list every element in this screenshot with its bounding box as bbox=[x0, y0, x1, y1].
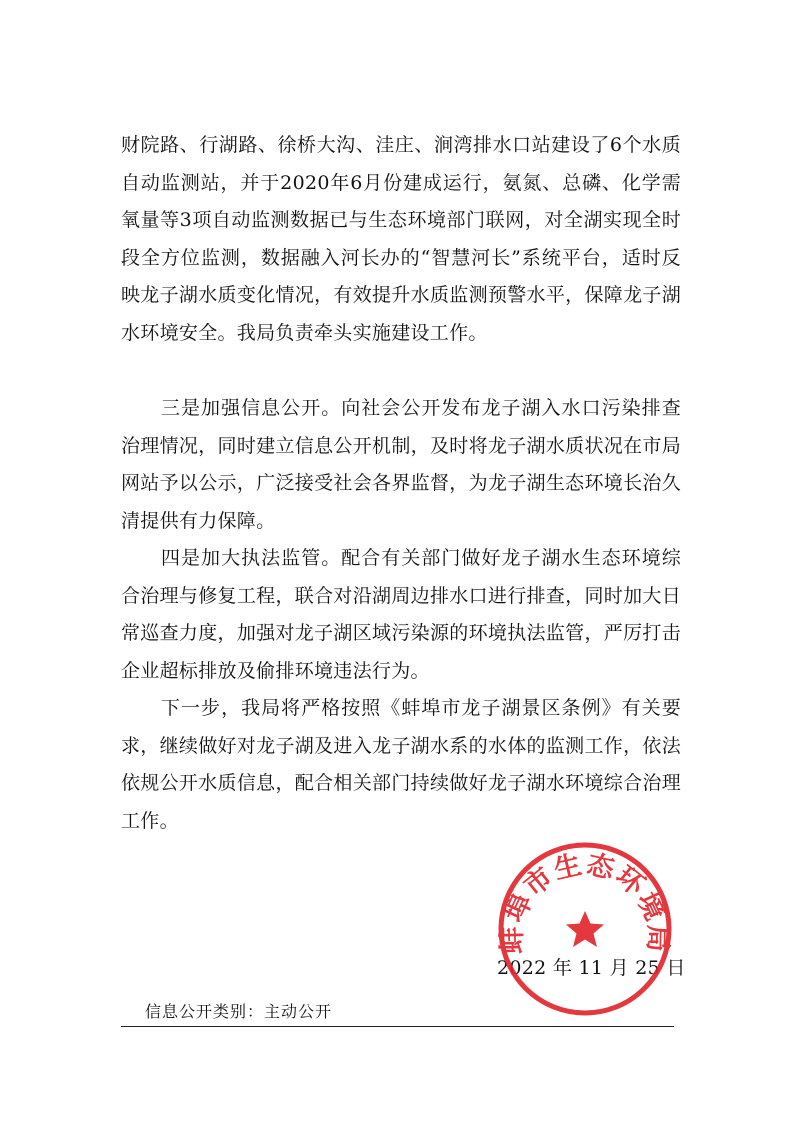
body-paragraph-1: 财院路、行湖路、徐桥大沟、洼庄、涧湾排水口站建设了6个水质自动监测站，并于2020年6月份建成运行，氨氮、总磷、化学需氧量等3项自动监测数据已与生态环境部门联网，对全湖实现全时段全方位监测，数据融入河长办的“智慧河长”系统平台，适时反映龙子湖水质变化情况，有效提升水质监测预警水平，保障龙子湖水环境安全。我局负责牵头实施建设工作。 bbox=[121, 134, 681, 344]
info-category-label: 信息公开类别：主动公开 bbox=[145, 1002, 333, 1021]
svg-text:蚌埠市生态环境局: 蚌埠市生态环境局 bbox=[497, 849, 673, 955]
footer-divider bbox=[121, 1026, 674, 1027]
body-paragraph-3: 四是加大执法监管。配合有关部门做好龙子湖水生态环境综合治理与修复工程，联合对沿湖周边排水口进行排查，同时加大日常巡查力度，加强对龙子湖区域污染源的环境执法监管，严厉打击企业超标排放及偷排环境违法行为。 bbox=[121, 547, 681, 682]
body-paragraph-2: 三是加强信息公开。向社会公开发布龙子湖入水口污染排查治理情况，同时建立信息公开机制，及时将龙子湖水质状况在市局网站予以公示，广泛接受社会各界监督，为龙子湖生态环境长治久清提供有力保障。 bbox=[121, 397, 681, 532]
official-seal-icon bbox=[497, 841, 673, 1017]
seal-graphic bbox=[497, 845, 673, 1013]
document-date: 2022 年 11 月 25 日 bbox=[497, 957, 686, 979]
body-paragraph-4: 下一步，我局将严格按照《蚌埠市龙子湖景区条例》有关要求，继续做好对龙子湖及进入龙子湖水系的水体的监测工作，依法依规公开水质信息，配合相关部门持续做好龙子湖水环境综合治理工作。 bbox=[121, 697, 681, 832]
